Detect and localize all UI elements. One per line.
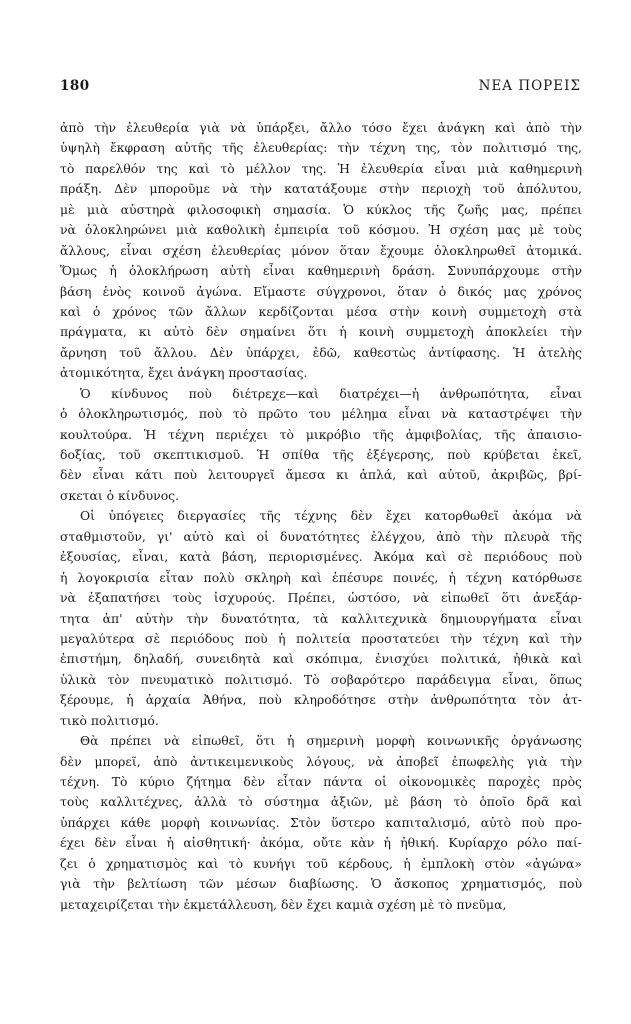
page-number: 180 xyxy=(60,78,90,94)
text-line: τικὸ πολιτισμό. xyxy=(60,712,159,728)
text-line: τοὺς καλλιτέχνες, ἀλλὰ τὸ σύστημα ἀξιῶν, μὲ βάση τὸ ὁποῖο δρᾶ καὶ xyxy=(60,794,582,810)
text-line: ἄρνηση τοῦ ἄλλου. Δὲν ὑπάρχει, ἐδῶ, καθεστὼς ἀντίφασης. Ἡ ἀτελὴς xyxy=(60,344,582,360)
text-line: μὲ μιὰ αὐστηρὰ φιλοσοφικὴ σημασία. Ὁ κύκλος τῆς ζωῆς μας, πρέπει xyxy=(60,201,582,217)
text-line: σκεται ὁ κίνδυνος. xyxy=(60,487,180,503)
body-text xyxy=(60,118,582,915)
paragraph xyxy=(60,506,582,731)
text-line: δὲν μπορεῖ, ἀπὸ ἀντικειμενικοὺς λόγους, νὰ ἀποβεῖ ἐπωφελὴς γιὰ τὴν xyxy=(60,753,582,769)
paragraph xyxy=(60,118,582,384)
paragraph xyxy=(60,384,582,507)
text-line: νὰ ὁλοκληρώνει μιὰ καθολικὴ ἐμπειρία τοῦ κόσμου. Ἡ σχέση μας μὲ τοὺς xyxy=(60,222,582,238)
text-line: ἐπιστήμη, δηλαδή, συνειδητὰ καὶ σκόπιμα, ἐνισχύει πολιτικά, ἠθικὰ καὶ xyxy=(60,651,582,667)
text-line: ἡ λογοκρισία εἶταν πολὺ σκληρὴ καὶ ἐπέσυρε ποινές, ἡ τέχνη κατόρθωσε xyxy=(60,569,582,585)
text-line: Ὅμως ἡ ὁλοκλήρωση αὐτὴ εἶναι καθημερινὴ δράση. Συνυπάρχουμε στὴν xyxy=(60,263,582,279)
text-line: Θὰ πρέπει νὰ εἰπωθεῖ, ὅτι ἡ σημερινὴ μορφὴ κοινωνικῆς ὀργάνωσης xyxy=(80,733,582,749)
text-line: νὰ ἐξαπατήσει τοὺς ἰσχυρούς. Πρέπει, ὡστόσο, νὰ εἰπωθεῖ ὅτι ἀνεξάρ- xyxy=(60,590,582,606)
text-line: τέχνη. Τὸ κύριο ζήτημα δὲν εἶταν πάντα οἱ οἰκονομικὲς παροχὲς πρὸς xyxy=(60,774,582,789)
text-line: Οἱ ὑπόγειες διεργασίες τῆς τέχνης δὲν ἔχει κατορθωθεῖ ἀκόμα νὰ xyxy=(80,508,582,524)
text-line: ἀτομικότητα, ἔχει ἀνάγκη προστασίας. xyxy=(60,365,308,381)
text-line: πράξη. Δὲν μποροῦμε νὰ τὴν κατατάξουμε στὴν περιοχὴ τοῦ ἀπόλυτου, xyxy=(60,181,582,197)
running-head: ΝΕΑ ΠΟΡΕΙΣ xyxy=(478,78,581,94)
text-line: πράγματα, κι αὐτὸ δὲν σημαίνει ὅτι ἡ κοινὴ συμμετοχὴ ἀποκλείει τὴν xyxy=(60,324,582,340)
text-line: τητα ἀπ' αὐτὴν τὴν δυνατότητα, τὰ καλλιτεχνικὰ δημιουργήματα εἶναι xyxy=(60,610,582,626)
text-line: μεγαλύτερα σὲ περιόδους ποὺ ἡ πολιτεία προστατεύει τὴν τέχνη καὶ τὴν xyxy=(60,630,582,646)
text-line: ἄλλους, εἶναι σχέση ἐλευθερίας μόνον ὅταν ἔχουμε ὁλοκληρωθεῖ ἀτομικά. xyxy=(60,242,582,258)
text-line: ὑψηλὴ ἔκφραση αὐτῆς τῆς ἐλευθερίας: τὴν τέχνη της, τὸν πολιτισμό της, xyxy=(60,140,582,156)
text-line: ὑπάρχει κάθε μορφὴ κοινωνίας. Στὸν ὕστερο καπιταλισμό, αὐτὸ ποὺ προ- xyxy=(60,814,582,830)
text-line: δοξίας, τοῦ σκεπτικισμοῦ. Ἡ σπίθα τῆς ἐξέγερσης, ποὺ κρύβεται ἐκεῖ, xyxy=(60,447,582,462)
text-line: ἐξουσίας, εἶναι, κατὰ βάση, περιορισμένες. Ἀκόμα καὶ σὲ περιόδους ποὺ xyxy=(60,549,582,565)
text-line: γιὰ τὴν βελτίωση τῶν μέσων διαβίωσης. Ὁ ἄσκοπος χρηματισμός, ποὺ xyxy=(60,876,582,892)
text-line: μεταχειρίζεται τὴν ἐκμετάλλευση, δὲν ἔχει καμιὰ σχέση μὲ τὸ πνεῦμα, xyxy=(60,896,507,912)
paragraph xyxy=(60,731,582,915)
text-line: έχει δὲν εἶναι ἡ αἰσθητική· ἀκόμα, οὔτε κὰν ἡ ἠθική. Κυρίαρχο ρόλο παί- xyxy=(60,835,582,851)
text-line: σταθμιστοῦν, γι' αὐτὸ καὶ οἱ δυνατότητες ἐλέγχου, ἀπὸ τὴν πλευρὰ τῆς xyxy=(60,528,582,544)
text-line: τὸ παρελθόν της καὶ τὸ μέλλον της. Ἡ ἐλευθερία εἶναι μιὰ καθημερινὴ xyxy=(60,160,582,176)
text-line: ὑλικὰ τὸν πνευματικὸ πολιτισμό. Τὸ σοβαρότερο παράδειγμα εἶναι, ὅπως xyxy=(60,671,582,687)
text-line: καὶ ὁ χρόνος τῶν ἄλλων κερδίζονται μέσα στὴν κοινὴ συμμετοχὴ στὰ xyxy=(60,303,582,319)
text-line: κουλτούρα. Ἡ τέχνη περιέχει τὸ μικρόβιο τῆς ἀμφιβολίας, τῆς ἀπαισιο- xyxy=(60,426,582,442)
text-line: Ὁ κίνδυνος ποὺ διέτρεχε—καὶ διατρέχει—ἡ ἀνθρωπότητα, εἶναι xyxy=(80,385,582,401)
text-line: δὲν εἶναι κάτι ποὺ λειτουργεῖ ἄμεσα κι ἁπλά, καὶ αὐτοῦ, ἀκριβῶς, βρί- xyxy=(60,467,582,483)
text-line: βάση ἑνὸς κοινοῦ ἀγώνα. Εἴμαστε σύγχρονοι, ὅταν ὁ δικός μας χρόνος xyxy=(60,283,582,299)
text-line: ζει ὁ χρηματισμὸς καὶ τὸ κυνήγι τοῦ κέρδους, ἡ ἐμπλοκὴ στὸν «ἀγώνα» xyxy=(60,855,582,871)
text-line: ξέρουμε, ἡ ἀρχαία Ἀθήνα, ποὺ κληροδότησε στὴν ἀνθρωπότητα τὸν ἀτ- xyxy=(60,692,582,708)
text-line: ἀπὸ τὴν ἐλευθερία γιὰ νὰ ὑπάρξει, ἄλλο τόσο ἔχει ἀνάγκη καὶ ἀπὸ τὴν xyxy=(60,120,582,135)
text-line: ὁ ὁλοκληρωτισμός, ποὺ τὸ πρῶτο του μέλημα εἶναι νὰ καταστρέψει τὴν xyxy=(60,406,582,422)
